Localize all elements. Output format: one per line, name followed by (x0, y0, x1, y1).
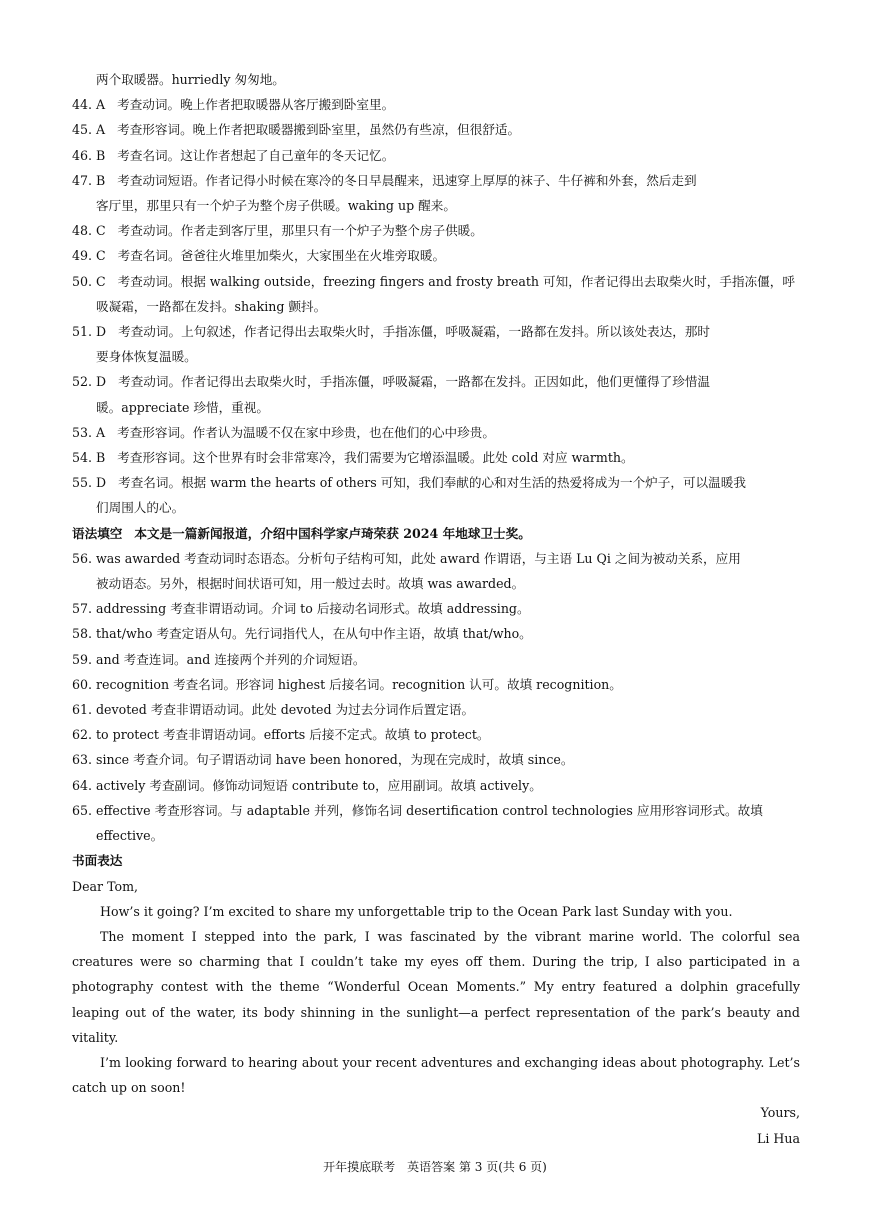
item-explanation: 考查动词短语。作者记得小时候在寒冷的冬日早晨醒来，迅速穿上厚厚的袜子、牛仔裤和外套，然后走到 (117, 172, 697, 188)
answer-item-65 (72, 798, 800, 823)
item-explanation: 考查动词。上句叙述，作者记得出去取柴火时，手指冻僵，呼吸凝霜，一路都在发抖。所以该处表达，那时 (118, 324, 711, 340)
item-number: 64. (72, 777, 93, 793)
item-explanation: to protect 考查非谓语动词。efforts 后接不定式。故填 to protect。 (96, 727, 490, 743)
answer-item-49 (72, 243, 800, 268)
answer-item-51 (72, 319, 800, 344)
answer-item-56-continuation: 被动语态。另外，根据时间状语可知，用一般过去时。故填 was awarded。 (96, 576, 525, 592)
item-number: 49. (72, 248, 93, 264)
answer-item-47-continuation: 客厅里，那里只有一个炉子为整个房子供暖。waking up 醒来。 (96, 198, 456, 214)
answer-item-57 (72, 596, 800, 621)
cloze-answers (72, 92, 800, 520)
item-number: 55. (72, 475, 93, 491)
item-explanation: actively 考查副词。修饰动词短语 contribute to，应用副词。故填 actively。 (96, 777, 542, 793)
item-explanation: 考查名词。爸爸往火堆里加柴火，大家围坐在火堆旁取暖。 (117, 248, 446, 264)
answer-item-58 (72, 621, 800, 646)
writing-section-heading: 书面表达 (72, 853, 123, 869)
answer-item-53 (72, 420, 800, 445)
letter-closing: Yours, (760, 1105, 800, 1121)
item-number: 51. (72, 324, 93, 340)
item-option: C (96, 223, 106, 239)
item-number: 48. (72, 223, 93, 239)
item-explanation: 考查名词。根据 warm the hearts of others 可知，我们奉献的心和对生活的热爱将成为一个炉子，可以温暖我 (118, 475, 746, 491)
item-number: 58. (72, 626, 93, 642)
answer-item-54 (72, 445, 800, 470)
letter-paragraph-1: How’s it going? I’m excited to share my unforgettable trip to the Ocean Park last Sunday with you. (100, 903, 733, 919)
answer-item-65-continuation: effective。 (96, 828, 164, 844)
item-explanation: 考查形容词。这个世界有时会非常寒冷，我们需要为它增添温暖。此处 cold 对应 warmth。 (117, 450, 634, 466)
item-number: 47. (72, 172, 93, 188)
letter-paragraph-3: I’m looking forward to hearing about your recent adventures and exchanging ideas about photography. Let’s catch up on soon! (72, 1054, 800, 1096)
answer-item-59 (72, 647, 800, 672)
section-title: 语法填空 (72, 525, 123, 541)
item-number: 52. (72, 374, 93, 390)
item-number: 44. (72, 97, 93, 113)
item-explanation: that/who 考查定语从句。先行词指代人，在从句中作主语，故填 that/who。 (96, 626, 532, 642)
answer-item-64 (72, 773, 800, 798)
item-option: A (96, 122, 106, 138)
answer-item-55-continuation: 们周围人的心。 (96, 500, 185, 516)
item-explanation: 考查动词。作者记得出去取柴火时，手指冻僵，呼吸凝霜，一路都在发抖。正因如此，他们更懂得了珍惜温 (118, 374, 711, 390)
item-number: 60. (72, 676, 93, 692)
answer-item-55 (72, 470, 800, 495)
item-option: C (96, 248, 106, 264)
answer-item-44 (72, 92, 800, 117)
item-option: B (96, 172, 106, 188)
item-number: 65. (72, 802, 93, 818)
item-option: B (96, 147, 106, 163)
item-number: 54. (72, 450, 93, 466)
item-option: C (96, 273, 106, 289)
item-explanation: 考查名词。这让作者想起了自己童年的冬天记忆。 (117, 147, 395, 163)
item-43-continuation: 两个取暖器。hurriedly 匆匆地。 (96, 72, 285, 87)
answer-item-56 (72, 546, 800, 571)
item-number: 61. (72, 702, 93, 718)
item-option: D (96, 475, 107, 491)
answer-item-51-continuation: 要身体恢复温暖。 (96, 349, 197, 365)
letter-signature: Li Hua (757, 1130, 800, 1146)
item-explanation: 考查动词。根据 walking outside，freezing fingers and frosty breath 可知，作者记得出去取柴火时，手指冻僵，呼 (117, 273, 795, 289)
grammar-section-heading (72, 521, 800, 546)
item-number: 50. (72, 273, 93, 289)
item-explanation: 考查形容词。晚上作者把取暖器搬到卧室里，虽然仍有些凉，但很舒适。 (117, 122, 521, 138)
letter-salutation: Dear Tom, (72, 878, 139, 894)
item-option: B (96, 450, 106, 466)
page-footer: 开年摸底联考 英语答案 第 3 页(共 6 页) (323, 1160, 547, 1174)
item-explanation: recognition 考查名词。形容词 highest 后接名词。recognition 认可。故填 recognition。 (96, 676, 622, 692)
answer-item-45 (72, 117, 800, 142)
item-option: D (96, 374, 107, 390)
answer-item-50-continuation: 吸凝霜，一路都在发抖。shaking 颤抖。 (96, 298, 327, 314)
answer-item-63 (72, 747, 800, 772)
item-number: 45. (72, 122, 93, 138)
letter-paragraph-2: The moment I stepped into the park, I was fascinated by the vibrant marine world. The colorful sea creatures were so charming that I couldn’t take my eyes off them. During the trip, I also participated in a photography contest with the theme “Wonderful Ocean Moments.” My entry featured a dolphin gracefully leaping out of the water, its body shinning in the sunlight—a perfect representation of the park’s beauty and vitality. (72, 928, 800, 1045)
section-intro: 本文是一篇新闻报道，介绍中国科学家卢琦荣获 2024 年地球卫士奖。 (134, 525, 531, 541)
answer-item-52 (72, 369, 800, 394)
answer-item-46 (72, 143, 800, 168)
item-explanation: effective 考查形容词。与 adaptable 并列，修饰名词 desertification control technologies 应用形容词形式。故填 (96, 802, 763, 818)
item-option: A (96, 424, 106, 440)
item-explanation: devoted 考查非谓语动词。此处 devoted 为过去分词作后置定语。 (96, 702, 475, 718)
item-explanation: since 考查介词。句子谓语动词 have been honored，为现在完成时，故填 since。 (96, 752, 574, 768)
item-number: 53. (72, 424, 93, 440)
item-number: 46. (72, 147, 93, 163)
item-number: 63. (72, 752, 93, 768)
item-explanation: addressing 考查非谓语动词。介词 to 后接动名词形式。故填 addressing。 (96, 601, 530, 617)
answer-item-52-continuation: 暖。appreciate 珍惜，重视。 (96, 399, 269, 415)
answer-item-47 (72, 168, 800, 193)
grammar-answers (72, 546, 800, 848)
answer-item-48 (72, 218, 800, 243)
item-explanation: 考查动词。作者走到客厅里，那里只有一个炉子为整个房子供暖。 (117, 223, 483, 239)
answer-item-50 (72, 269, 800, 294)
item-option: D (96, 324, 107, 340)
item-explanation: 考查动词。晚上作者把取暖器从客厅搬到卧室里。 (117, 97, 395, 113)
answer-item-60 (72, 672, 800, 697)
item-option: A (96, 97, 106, 113)
answer-item-61 (72, 697, 800, 722)
item-number: 59. (72, 651, 93, 667)
item-number: 57. (72, 601, 93, 617)
item-number: 62. (72, 727, 93, 743)
item-number: 56. (72, 550, 93, 566)
item-explanation: was awarded 考查动词时态语态。分析句子结构可知，此处 award 作谓语，与主语 Lu Qi 之间为被动关系，应用 (96, 550, 741, 566)
answer-page (72, 67, 800, 1151)
answer-item-62 (72, 722, 800, 747)
item-explanation: and 考查连词。and 连接两个并列的介词短语。 (96, 651, 366, 667)
sample-letter (72, 874, 800, 1151)
item-explanation: 考查形容词。作者认为温暖不仅在家中珍贵，也在他们的心中珍贵。 (117, 424, 495, 440)
